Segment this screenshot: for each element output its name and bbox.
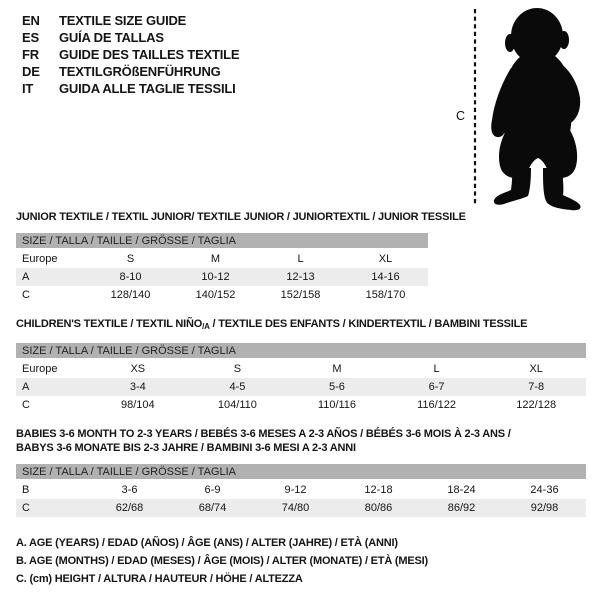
language-code: FR xyxy=(22,47,39,62)
row-label-cell: A xyxy=(16,268,88,286)
size-cell: 74/80 xyxy=(254,499,337,517)
size-tables xyxy=(16,210,586,530)
size-cell: M xyxy=(287,359,387,378)
size-cell: 152/158 xyxy=(258,286,343,304)
height-measure-figure xyxy=(448,0,598,212)
size-header-label: SIZE / TALLA / TAILLE / GRÖSSE / TAGLIA xyxy=(16,464,586,480)
size-cell: 104/110 xyxy=(188,396,288,414)
size-cell: 62/68 xyxy=(88,499,171,517)
language-code: EN xyxy=(22,13,40,28)
legend-line-c: C. (cm) HEIGHT / ALTURA / HAUTEUR / HÖHE / ALTEZZA xyxy=(16,573,303,585)
language-title: GUIDA ALLE TAGLIE TESSILI xyxy=(59,81,236,96)
table-row-months xyxy=(16,480,586,499)
size-cell: L xyxy=(387,359,487,378)
language-title: GUÍA DE TALLAS xyxy=(59,30,164,45)
table-row-age xyxy=(16,268,428,286)
children-title-subscript: /A xyxy=(202,322,210,331)
table-row-height xyxy=(16,499,586,517)
language-row-es xyxy=(22,29,239,46)
children-title-part2: / TEXTILE DES ENFANTS / KINDERTEXTIL / BAMBINI TESSILE xyxy=(209,318,528,330)
table-row-age xyxy=(16,378,586,396)
row-label-cell: C xyxy=(16,396,88,414)
row-label-cell: Europe xyxy=(16,249,88,268)
size-cell: 8-10 xyxy=(88,268,173,286)
table-row-height xyxy=(16,286,428,304)
size-cell: 14-16 xyxy=(343,268,428,286)
size-header-label: SIZE / TALLA / TAILLE / GRÖSSE / TAGLIA xyxy=(16,233,428,249)
language-code: IT xyxy=(22,81,34,96)
row-label-cell: B xyxy=(16,480,88,499)
size-cell: 7-8 xyxy=(486,378,586,396)
junior-size-table xyxy=(16,233,428,304)
children-table-title xyxy=(16,317,586,334)
babies-table-title-line1: BABIES 3-6 MONTH TO 2-3 YEARS / BEBÉS 3-6 MESES A 2-3 AÑOS / BÉBÉS 3-6 MOIS À 2-3 ANS / xyxy=(16,428,511,440)
language-title-list xyxy=(22,12,239,97)
size-cell: 12-13 xyxy=(258,268,343,286)
measurement-legend xyxy=(16,534,428,588)
babies-size-table xyxy=(16,464,586,517)
size-cell: 9-12 xyxy=(254,480,337,499)
babies-table-title-line2: BABYS 3-6 MONATE BIS 2-3 JAHRE / BAMBINI 3-6 MESI A 2-3 ANNI xyxy=(16,442,356,454)
row-label-cell: A xyxy=(16,378,88,396)
size-cell: 6-7 xyxy=(387,378,487,396)
row-label-cell: Europe xyxy=(16,359,88,378)
size-cell: M xyxy=(173,249,258,268)
size-cell: 24-36 xyxy=(503,480,586,499)
size-cell: 80/86 xyxy=(337,499,420,517)
size-cell: XL xyxy=(343,249,428,268)
size-cell: 140/152 xyxy=(173,286,258,304)
junior-table-title: JUNIOR TEXTILE / TEXTIL JUNIOR/ TEXTILE JUNIOR / JUNIORTEXTIL / JUNIOR TESSILE xyxy=(16,211,466,223)
size-cell: S xyxy=(88,249,173,268)
language-title: TEXTILGRÖßENFÜHRUNG xyxy=(59,64,221,79)
size-header-bar xyxy=(16,233,428,249)
size-cell: 3-6 xyxy=(88,480,171,499)
height-label-c: C xyxy=(456,109,466,123)
size-cell: 116/122 xyxy=(387,396,487,414)
size-cell: L xyxy=(258,249,343,268)
language-code: ES xyxy=(22,30,39,45)
language-code: DE xyxy=(22,64,40,79)
size-cell: XS xyxy=(88,359,188,378)
size-cell: 122/128 xyxy=(486,396,586,414)
size-cell: S xyxy=(188,359,288,378)
size-cell: 3-4 xyxy=(88,378,188,396)
baby-silhouette-graphic xyxy=(448,0,598,212)
size-cell: 6-9 xyxy=(171,480,254,499)
size-cell: 4-5 xyxy=(188,378,288,396)
legend-line-b: B. AGE (MONTHS) / EDAD (MESES) / ÂGE (MOIS) / ALTER (MONATE) / ETÀ (MESI) xyxy=(16,555,428,567)
size-cell: 68/74 xyxy=(171,499,254,517)
table-row-europe xyxy=(16,249,428,268)
size-cell: 110/116 xyxy=(287,396,387,414)
language-title: TEXTILE SIZE GUIDE xyxy=(59,13,187,28)
size-header-bar xyxy=(16,343,586,359)
size-cell: 12-18 xyxy=(337,480,420,499)
language-row-fr xyxy=(22,46,239,63)
language-row-en xyxy=(22,12,239,29)
size-cell: 92/98 xyxy=(503,499,586,517)
language-title: GUIDE DES TAILLES TEXTILE xyxy=(59,47,240,62)
size-cell: XL xyxy=(486,359,586,378)
size-header-label: SIZE / TALLA / TAILLE / GRÖSSE / TAGLIA xyxy=(16,343,586,359)
size-cell: 10-12 xyxy=(173,268,258,286)
table-row-europe xyxy=(16,359,586,378)
legend-line-a: A. AGE (YEARS) / EDAD (AÑOS) / ÂGE (ANS) / ALTER (JAHRE) / ETÀ (ANNI) xyxy=(16,537,398,549)
table-row-height xyxy=(16,396,586,414)
children-title-part1: CHILDREN'S TEXTILE / TEXTIL NIÑO xyxy=(16,318,203,330)
size-cell: 18-24 xyxy=(420,480,503,499)
standing-toddler-silhouette xyxy=(491,8,580,210)
row-label-cell: C xyxy=(16,286,88,304)
size-header-bar xyxy=(16,464,586,480)
size-cell: 98/104 xyxy=(88,396,188,414)
language-row-it xyxy=(22,80,239,97)
language-row-de xyxy=(22,63,239,80)
size-cell: 128/140 xyxy=(88,286,173,304)
size-cell: 5-6 xyxy=(287,378,387,396)
row-label-cell: C xyxy=(16,499,88,517)
size-cell: 86/92 xyxy=(420,499,503,517)
size-cell: 158/170 xyxy=(343,286,428,304)
children-size-table xyxy=(16,343,586,414)
